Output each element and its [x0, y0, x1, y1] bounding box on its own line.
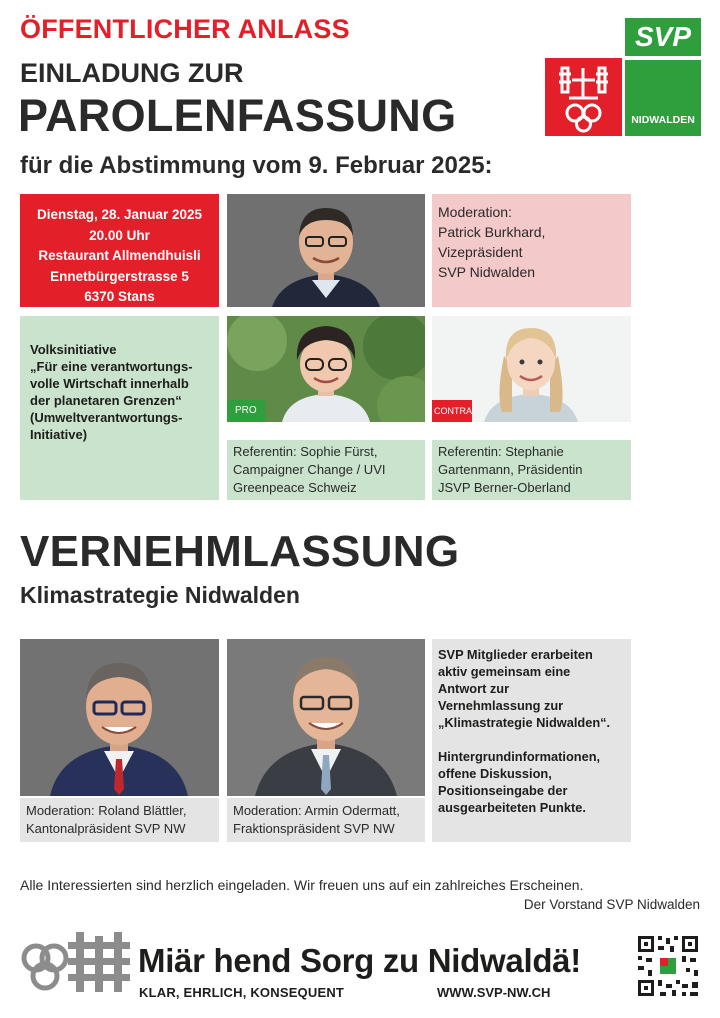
moderation-roland-caption	[20, 798, 219, 842]
info-line: Antwort zur	[438, 681, 510, 696]
pro-line: Campaigner Change / UVI	[233, 462, 386, 477]
info-line: Hintergrundinformationen,	[438, 749, 601, 764]
moderation-line: Kantonalpräsident SVP NW	[26, 821, 186, 836]
event-city: 6370 Stans	[84, 289, 155, 304]
info-line: offene Diskussion,	[438, 766, 552, 781]
contra-tag: CONTRA	[432, 400, 472, 422]
pro-speaker-caption	[227, 440, 425, 500]
info-line: Vernehmlassung zur	[438, 698, 564, 713]
nidwalden-grey-emblem-icon	[18, 928, 136, 996]
contra-line: Gartenmann, Präsidentin	[438, 462, 583, 477]
slogan: Miär hend Sorg zu Nidwaldä!	[138, 942, 581, 979]
pro-line: Greenpeace Schweiz	[233, 480, 357, 495]
info-paragraph-2	[438, 748, 625, 816]
initiative-line: der planetaren Grenzen“	[30, 393, 182, 408]
section-title: VERNEHMLASSUNG	[20, 527, 460, 576]
info-line: „Klimastrategie Nidwalden“.	[438, 715, 611, 730]
initiative-line: volle Wirtschaft innerhalb	[30, 376, 189, 391]
signature: Der Vorstand SVP Nidwalden	[523, 897, 700, 912]
website-link[interactable]: WWW.SVP-NW.CH	[437, 985, 551, 1000]
info-line: aktiv gemeinsam eine	[438, 664, 571, 679]
info-line: ausgearbeiteten Punkte.	[438, 800, 586, 815]
page-subtitle: für die Abstimmung vom 9. Februar 2025:	[20, 152, 493, 179]
qr-code-icon	[636, 934, 700, 998]
moderation-line: Patrick Burkhard,	[438, 224, 546, 240]
initiative-line: (Umweltverantwortungs-	[30, 410, 183, 425]
invitation-heading: EINLADUNG ZUR	[20, 58, 244, 88]
section-subtitle: Klimastrategie Nidwalden	[20, 582, 300, 608]
initiative-line: „Für eine verantwortungs-	[30, 359, 193, 374]
moderation-line: Moderation: Armin Odermatt,	[233, 803, 400, 818]
info-paragraph-1	[438, 646, 625, 731]
event-venue: Restaurant Allmendhuisli	[38, 248, 201, 263]
contra-line: JSVP Berner-Oberland	[438, 480, 571, 495]
contra-speaker-caption	[432, 440, 631, 500]
event-time: 20.00 Uhr	[89, 227, 150, 243]
pro-line: Referentin: Sophie Fürst,	[233, 444, 378, 459]
moderation-line: Moderation:	[438, 204, 512, 220]
moderation-line: Moderation: Roland Blättler,	[26, 803, 187, 818]
initiative-line: Volksinitiative	[30, 342, 117, 357]
event-type-heading: ÖFFENTLICHER ANLASS	[20, 14, 350, 44]
moderation-line: Vizepräsident	[438, 244, 523, 260]
pro-tag: PRO	[227, 400, 265, 422]
photo-armin-odermatt	[227, 639, 425, 796]
event-street: Ennetbürgerstrasse 5	[50, 268, 189, 284]
invitation-text: Alle Interessierten sind herzlich eingeladen. Wir freuen uns auf ein zahlreiches Erscheinen.	[20, 877, 584, 893]
region-logo-label: NIDWALDEN	[625, 60, 701, 136]
moderation-armin-caption	[227, 798, 425, 842]
initiative-line: Initiative)	[30, 427, 88, 442]
event-date: Dienstag, 28. Januar 2025	[36, 207, 203, 222]
moderation-line: SVP Nidwalden	[438, 264, 536, 280]
photo-patrick-burkhard	[227, 194, 425, 307]
nidwalden-coat-of-arms-icon	[545, 58, 622, 136]
contra-line: Referentin: Stephanie	[438, 444, 564, 459]
info-line: SVP Mitglieder erarbeiten	[438, 647, 593, 662]
svp-logo: SVP	[625, 18, 701, 56]
page-title: PAROLENFASSUNG	[18, 90, 457, 141]
photo-roland-blaettler	[20, 639, 219, 796]
moderation-line: Fraktionspräsident SVP NW	[233, 821, 395, 836]
event-details-box	[20, 194, 219, 307]
initiative-box	[20, 316, 219, 500]
vernehmlassung-info-box	[432, 639, 631, 842]
claim: KLAR, EHRLICH, KONSEQUENT	[139, 985, 345, 1000]
moderation-patrick-box	[432, 194, 631, 307]
info-line: Positionseingabe der	[438, 783, 568, 798]
